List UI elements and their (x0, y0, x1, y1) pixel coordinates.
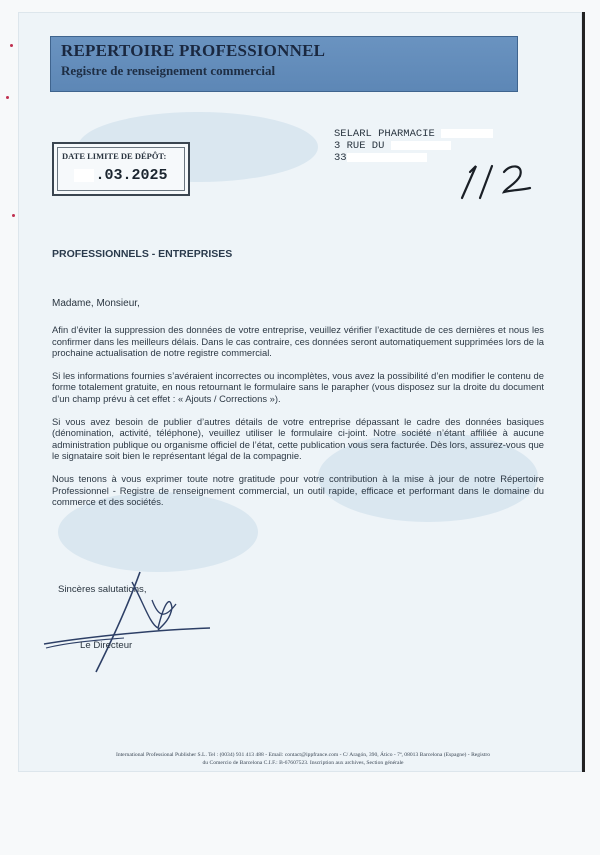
recipient-line-1: SELARL PHARMACIE (334, 128, 435, 140)
redaction-mark (441, 129, 493, 138)
section-title: PROFESSIONNELS - ENTREPRISES (52, 248, 233, 260)
handwritten-number-112 (454, 158, 534, 208)
letter-page (18, 12, 585, 772)
recipient-line-3: 33 (334, 152, 347, 164)
redaction-mark (391, 141, 451, 150)
scan-speck (6, 96, 9, 99)
scan-speck (12, 214, 15, 217)
handwritten-signature (40, 564, 230, 684)
scan-speck (10, 44, 13, 47)
deadline-label: DATE LIMITE DE DÉPÔT: (62, 151, 167, 161)
signatory-title: Le Directeur (80, 640, 133, 651)
recipient-line-2: 3 RUE DU (334, 140, 385, 152)
redaction-mark (347, 153, 427, 162)
deadline-box (52, 142, 190, 196)
header-banner (50, 36, 518, 92)
deadline-date: .03.2025 (62, 167, 180, 184)
paragraph-1: Afin d’éviter la suppression des données de votre entreprise, veuillez vérifier l’exactitude de ces dernières et nous les confirmer dans les meilleurs délais. Dans le cas contraire, ces données seront automatiquement supprimées lors de la prochaine actualisation de notre registre commercial. (52, 324, 544, 359)
paragraph-2: Si les informations fournies s’avéraient incorrectes ou incomplètes, vous avez la possibilité d’en modifier le contenu de forme totalement gratuite, en nous retournant le formulaire sans le parapher (vous disposez sur la droite du document d’un champ prévu à cet effet : « Ajouts / Corrections »). (52, 369, 544, 404)
footer-line-1: International Professional Publisher S.L. Tel : (0034) 931 413 488 - Email: contact@ippfrance.com - C/ Aragón, 390, Ático - 7ª, 08013 Barcelona (Espagne) - Registro (115, 752, 491, 758)
header-subtitle: Registre de renseignement commercial (61, 63, 276, 78)
paragraph-4: Nous tenons à vous exprimer toute notre gratitude pour votre contribution à la mise à jour de notre Répertoire Professionnel - Registre de renseignement commercial, un outil rapide, efficace et performant dans le domaine du commerce et des sociétés. (52, 472, 544, 508)
letter-body (52, 324, 544, 519)
closing-text: Sincères salutations, (58, 584, 147, 595)
header-title: REPERTOIRE PROFESSIONNEL (61, 41, 326, 60)
greeting: Madame, Monsieur, (52, 298, 140, 309)
redaction-mark (74, 169, 94, 182)
footer-legal (58, 752, 548, 767)
paragraph-3: Si vous avez besoin de publier d’autres détails de votre entreprise dépassant le cadre des données basiques (dénomination, activité, téléphone), veuillez utiliser le formulaire ci-joint. Notre société n’étant affiliée à aucune administration publique ou organisme officiel de l’état, cette publication vous sera facturée. Dès lors, assurez-vous que le signataire soit bien le représentant légal de la compagnie. (52, 415, 544, 462)
footer-line-2: du Comercio de Barcelona C.I.F.: B-67607523. Inscription aux archives, Section générale (202, 759, 404, 766)
